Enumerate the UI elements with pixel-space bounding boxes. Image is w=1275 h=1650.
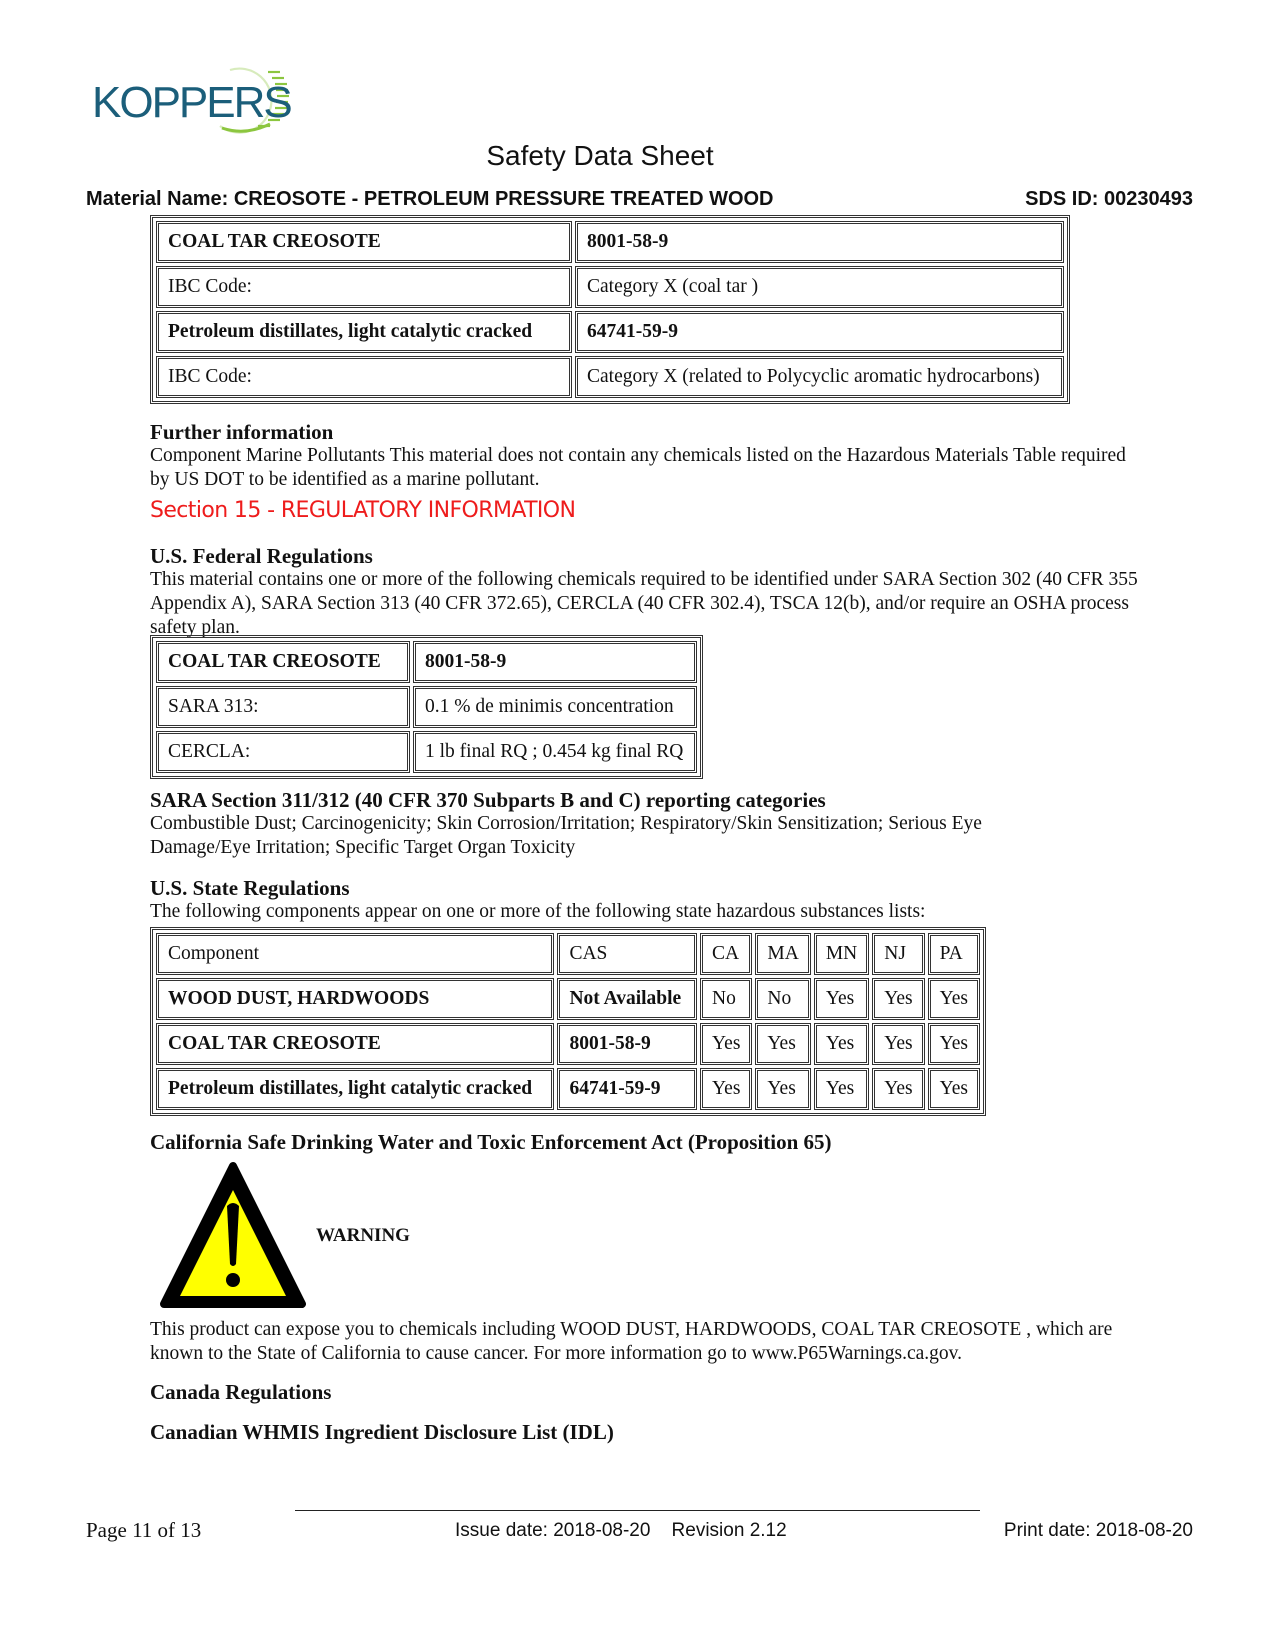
prop65-heading: California Safe Drinking Water and Toxic Enforcement Act (Proposition 65) [150,1130,832,1154]
further-information-text: Component Marine Pollutants This material does not contain any chemicals listed on the Hazardous Materials Table required by US DOT to be identified as a marine pollutant. [150,445,1126,490]
sara-cercla-table [150,635,703,779]
table-cell: Yes [700,1023,752,1065]
footer-divider [295,1510,980,1511]
table-cell: No [755,978,810,1020]
table-row [156,686,697,728]
section-15-title: Section 15 - REGULATORY INFORMATION [150,498,576,523]
table-cell: COAL TAR CREOSOTE [156,1023,554,1065]
table-row [156,978,980,1020]
table-cell: Yes [755,1068,810,1110]
table-cell: No [700,978,752,1020]
further-information-heading: Further information [150,420,334,444]
print-date: Print date: 2018-08-20 [1003,1520,1193,1541]
koppers-logo [92,60,292,136]
table-row [156,641,697,683]
table-row [156,266,1064,308]
table-cell: IBC Code: [156,356,572,398]
table-row [156,1068,980,1110]
table-cell: Yes [928,978,980,1020]
table-row [156,221,1064,263]
table-row [156,311,1064,353]
table-cell: Yes [928,1068,980,1110]
table-cell: Yes [928,1023,980,1065]
table-cell: 8001-58-9 [575,221,1064,263]
state-regulations-heading: U.S. State Regulations [150,876,350,900]
column-header: NJ [872,933,924,975]
table-cell: Yes [700,1068,752,1110]
table-cell: Yes [814,1068,869,1110]
state-regulations-table [150,927,986,1116]
sara-311-312-heading: SARA Section 311/312 (40 CFR 370 Subparts B and C) reporting categories [150,788,826,812]
table-cell: Yes [872,978,924,1020]
table-row [156,731,697,773]
table-cell: 64741-59-9 [575,311,1064,353]
sds-id-value: 00230493 [1104,188,1193,210]
sds-id-label: SDS ID: [1025,188,1099,210]
material-name-line [86,188,774,211]
prop65-text: This product can expose you to chemicals including WOOD DUST, HARDWOODS, COAL TAR CREOSOTE , which are known to the State of California to cause cancer. For more information go to www.P65Warnings.ca.gov. [150,1319,1113,1364]
table-cell: CERCLA: [156,731,410,773]
material-name-value: CREOSOTE - PETROLEUM PRESSURE TREATED WOOD [233,188,774,210]
column-header: Component [156,933,554,975]
table-cell: SARA 313: [156,686,410,728]
table-cell: Yes [872,1068,924,1110]
whmis-idl-heading: Canadian WHMIS Ingredient Disclosure List (IDL) [150,1420,614,1444]
sara-311-312-text: Combustible Dust; Carcinogenicity; Skin Corrosion/Irritation; Respiratory/Skin Sensitization; Serious Eye Damage/Eye Irritation; Specific Target Organ Toxicity [150,813,982,858]
table-cell: 8001-58-9 [413,641,697,683]
table-cell: Not Available [557,978,697,1020]
table-cell: Yes [872,1023,924,1065]
table-cell: 0.1 % de minimis concentration [413,686,697,728]
issue-date-revision [455,1520,787,1542]
federal-regulations-heading: U.S. Federal Regulations [150,544,373,568]
table-cell: WOOD DUST, HARDWOODS [156,978,554,1020]
canada-regulations-heading: Canada Regulations [150,1380,332,1404]
warning-label: WARNING [316,1225,410,1246]
table-cell: 8001-58-9 [557,1023,697,1065]
table-row [156,356,1064,398]
table-cell: 1 lb final RQ ; 0.454 kg final RQ [413,731,697,773]
page-number: Page 11 of 13 [86,1518,202,1542]
document-title: Safety Data Sheet [486,140,714,171]
table-cell: Yes [755,1023,810,1065]
column-header: CAS [557,933,697,975]
material-name-label: Material Name: [86,188,229,210]
table-cell: Category X (coal tar ) [575,266,1064,308]
table-cell: COAL TAR CREOSOTE [156,641,410,683]
sds-id [1025,188,1193,211]
table-cell: COAL TAR CREOSOTE [156,221,572,263]
table-cell: 64741-59-9 [557,1068,697,1110]
column-header: PA [928,933,980,975]
column-header: CA [700,933,752,975]
table-row [156,1023,980,1065]
table-header-row [156,933,980,975]
warning-triangle-icon [158,1160,308,1310]
table-cell: Category X (related to Polycyclic aromatic hydrocarbons) [575,356,1064,398]
table-cell: IBC Code: [156,266,572,308]
column-header: MA [755,933,810,975]
table-cell: Petroleum distillates, light catalytic cracked [156,311,572,353]
table-cell: Yes [814,978,869,1020]
revision: Revision 2.12 [671,1520,787,1541]
issue-date: Issue date: 2018-08-20 [455,1520,651,1541]
state-regulations-text: The following components appear on one or more of the following state hazardous substances lists: [150,901,926,922]
logo-text: KOPPERS [92,78,291,127]
table-cell: Petroleum distillates, light catalytic cracked [156,1068,554,1110]
federal-regulations-text: This material contains one or more of the following chemicals required to be identified under SARA Section 302 (40 CFR 355 Appendix A), SARA Section 313 (40 CFR 372.65), CERCLA (40 CFR 302.4), TSCA 12(b), and/or require an OSHA process safety plan. [150,569,1138,638]
column-header: MN [814,933,869,975]
ibc-code-table [150,215,1070,404]
table-cell: Yes [814,1023,869,1065]
